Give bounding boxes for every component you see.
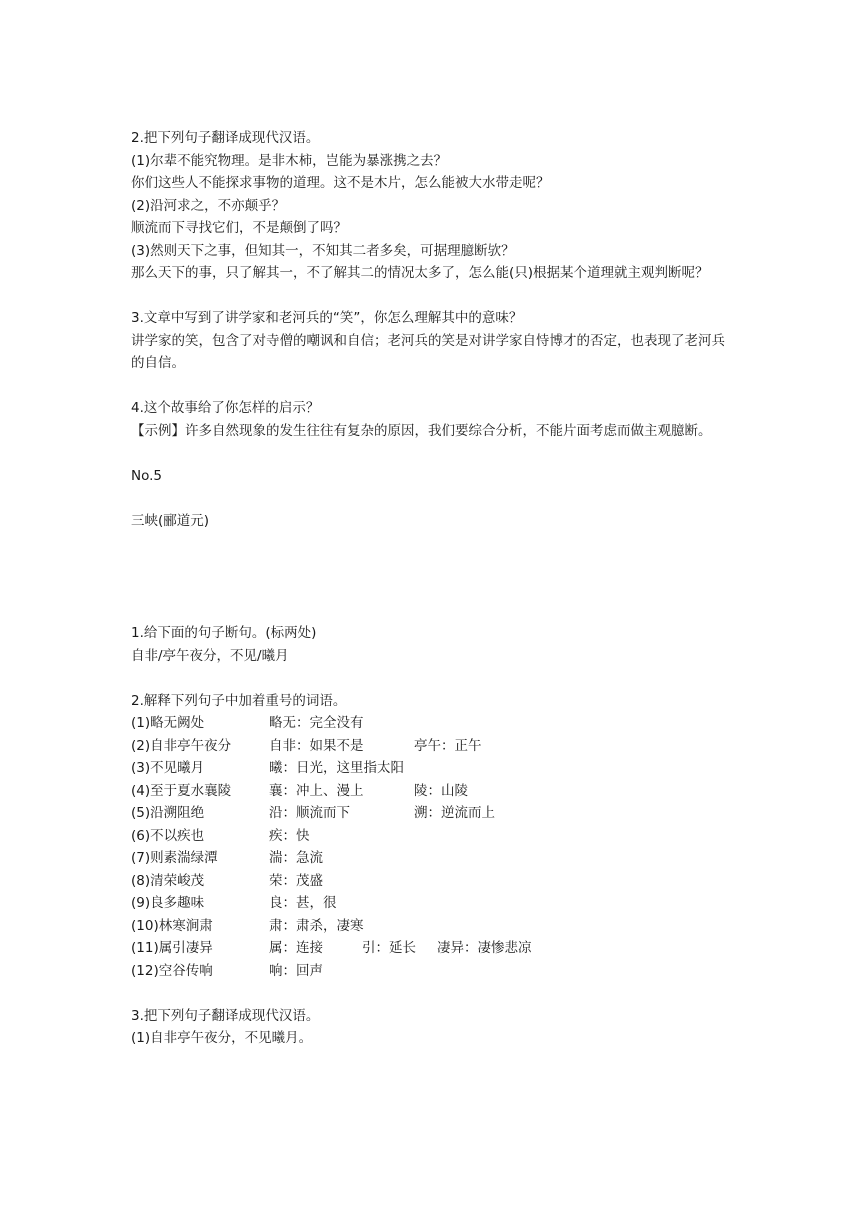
vocab-definition: 凄异：凄惨悲凉 (437, 940, 532, 956)
question-heading: 1.给下面的句子断句。(标两处) (131, 625, 317, 641)
vocab-row (131, 870, 731, 893)
vocab-row (131, 825, 731, 848)
question-heading: 2.把下列句子翻译成现代汉语。 (131, 130, 320, 146)
vocab-row (131, 892, 731, 915)
translation: 那么天下的事，只了解其一，不了解其二的情况太多了，怎么能(只)根据某个道理就主观判断呢？ (131, 265, 709, 281)
vocab-definition: 襄：冲上、漫上 (269, 782, 364, 799)
vocab-definition: 良：甚，很 (269, 895, 337, 911)
vocab-definition: 引：延长 (362, 940, 416, 956)
vocab-phrase: (6)不以疾也 (131, 827, 205, 844)
vocab-row (131, 937, 731, 960)
section-number: No.5 (131, 467, 163, 484)
vocab-phrase: (7)则素湍绿潭 (131, 850, 218, 866)
vocab-definition: 亭午：正午 (414, 737, 482, 754)
vocab-definition: 沿：顺流而下 (269, 805, 350, 821)
source-sentence: (3)然则天下之事，但知其一，不知其二者多矣，可据理臆断欤？ (131, 242, 515, 259)
vocab-phrase: (5)沿溯阻绝 (131, 805, 205, 821)
vocab-definition: 疾：快 (269, 827, 310, 844)
vocab-phrase: (1)略无阙处 (131, 715, 205, 731)
answer-text: 【示例】许多自然现象的发生往往有复杂的原因，我们要综合分析，不能片面考虑而做主观臆断。 (131, 422, 712, 439)
vocab-definition: 响：回声 (269, 962, 323, 979)
vocab-phrase: (9)良多趣味 (131, 895, 205, 911)
vocab-phrase: (2)自非亭午夜分 (131, 737, 232, 754)
vocab-row (131, 712, 731, 735)
vocab-row (131, 915, 731, 938)
vocab-phrase: (11)属引凄异 (131, 940, 213, 956)
vocab-definition: 略无：完全没有 (269, 715, 364, 731)
vocab-definition: 曦：日光，这里指太阳 (269, 760, 404, 776)
vocab-definition: 自非：如果不是 (269, 737, 364, 754)
vocab-definition: 属：连接 (269, 940, 323, 956)
vocab-phrase: (4)至于夏水襄陵 (131, 782, 232, 799)
vocab-definition: 肃：肃杀，凄寒 (269, 917, 364, 934)
vocab-definition: 荣：茂盛 (269, 872, 323, 889)
text-title: 三峡(郦道元) (131, 512, 210, 529)
question-heading: 2.解释下列句子中加着重号的词语。 (131, 692, 347, 709)
vocab-row (131, 757, 731, 780)
document-content (131, 127, 731, 1050)
vocab-definition: 湍：急流 (269, 850, 323, 866)
answer-text: 自非/亭午夜分，不见/曦月 (131, 647, 289, 664)
question-heading: 4.这个故事给了你怎样的启示？ (131, 400, 320, 416)
vocab-phrase: (12)空谷传响 (131, 962, 213, 979)
vocab-definition: 溯：逆流而上 (414, 805, 495, 821)
vocab-phrase: (10)林寒涧肃 (131, 917, 213, 934)
source-sentence: (1)自非亭午夜分，不见曦月。 (131, 1030, 313, 1046)
vocab-row (131, 802, 731, 825)
source-sentence: (2)沿河求之，不亦颠乎？ (131, 197, 286, 214)
translation: 顺流而下寻找它们，不是颠倒了吗？ (131, 220, 347, 236)
question-heading: 3.文章中写到了讲学家和老河兵的“笑”，你怎么理解其中的意味？ (131, 310, 523, 326)
question-heading: 3.把下列句子翻译成现代汉语。 (131, 1007, 320, 1024)
translation: 你们这些人不能探求事物的道理。这不是木片，怎么能被大水带走呢？ (131, 175, 550, 191)
vocab-row (131, 847, 731, 870)
vocab-row (131, 780, 731, 803)
vocab-row (131, 960, 731, 983)
vocab-phrase: (8)清荣峻茂 (131, 872, 205, 889)
vocab-phrase: (3)不见曦月 (131, 760, 205, 776)
answer-text: 讲学家的笑，包含了对寺僧的嘲讽和自信；老河兵的笑是对讲学家自恃博才的否定，也表现了老河兵的自信。 (131, 332, 725, 371)
vocab-row (131, 735, 731, 758)
vocab-definition: 陵：山陵 (414, 782, 468, 799)
source-sentence: (1)尔辈不能究物理。是非木柿，岂能为暴涨携之去？ (131, 152, 448, 169)
